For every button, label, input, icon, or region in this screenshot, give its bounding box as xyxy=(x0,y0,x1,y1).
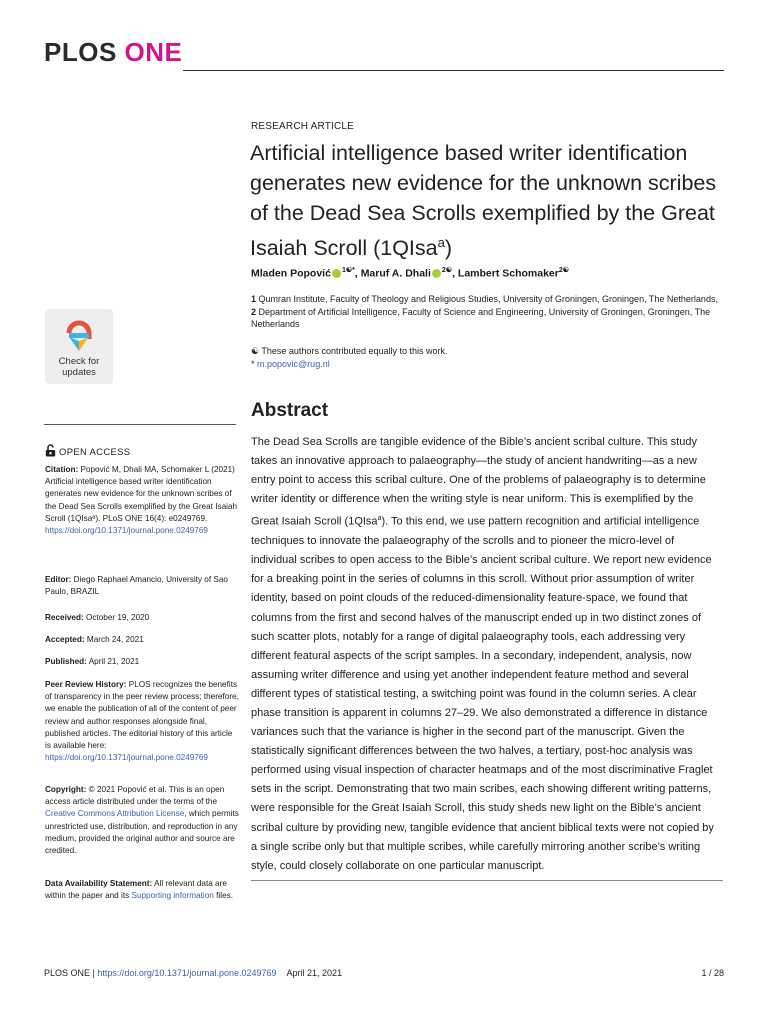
crossmark-label-2: updates xyxy=(62,367,96,378)
author-name: Lambert Schomaker xyxy=(457,267,559,280)
crossmark-label-1: Check for xyxy=(58,356,100,367)
article-title: Artificial intelligence based writer identification generates new evidence for the unknown scribes of the Dead Sea Scrolls exemplified by the Great Isaiah Scroll (1QIsa$^a$) xyxy=(250,141,717,261)
page-number: 1 / 28 xyxy=(701,968,724,978)
equal-contribution-note: ☯ These authors contributed equally to this work. xyxy=(251,346,448,356)
data-availability-block: Data Availability Statement: All relevant data are within the paper and its Supporting information files. xyxy=(45,879,233,901)
header-rule xyxy=(183,70,724,71)
corresponding-email-link[interactable]: m.popovic@rug.nl xyxy=(257,358,330,369)
author-list: Mladen Popović $^{1☯*}$, Maruf A. Dhali $^{2☯}$, Lambert Schomaker$^{2☯}$ xyxy=(251,267,570,280)
abstract-text: The Dead Sea Scrolls are tangible evidence of the Bible’s ancient scribal culture. This study takes an innovative approach to palaeography—the study of ancient handwriting—as a new entry point to access this scribal culture. One of the problems of palaeography is to determine writer identity or difference when the writing style is near uniform. This is exemplified by the Great Isaiah Scroll (1QIsa$^a$). To this end, we use pattern recognition and artificial intelligence techniques to innovate the palaeography of the scrolls and to pioneer the micro-level of individual scribes to open access to the Bible’s ancient scribal culture. We report new evidence for a breaking point in the series of columns in this scroll. Without prior assumption of writer identity, based on point clouds of the reduced-dimensionality feature-space, we found that columns from the first and second halves of the manuscript ended up in two distinct zones of such scatter plots, notably for a range of digital palaeography tools, each addressing very different featural aspects of the script samples. In a secondary, independent, analysis, now assuming writer difference and using yet another independent feature method and several different types of statistical testing, a switching point was found in the column series. A clear phase transition is apparent in columns 27–29. We also demonstrated a difference in distance variances such that the variance is higher in the second part of the manuscript. Given the statistically significant differences between the two halves, a tertiary, post-hoc analysis was performed using visual inspection of character heatmaps and of the most discriminative Fraglet sets in the script. Demonstrating that two main scribes, each showing different writing patterns, were responsible for the Great Isaiah Scroll, this study sheds new light on the Bible’s ancient scribal culture by providing new, tangible evidence that ancient biblical texts were not copied by a single scribe only but that multiple scribes, while carefully mirroring another scribe’s writing style, could closely collaborate on one particular manuscript. xyxy=(251,436,714,872)
received-date: Received: October 19, 2020 xyxy=(45,613,150,622)
published-date: Published: April 21, 2021 xyxy=(45,657,140,666)
journal-logo: PLOS ONE xyxy=(44,37,183,67)
supporting-info-link[interactable]: Supporting information xyxy=(131,891,214,901)
accepted-date: Accepted: March 24, 2021 xyxy=(45,635,144,644)
crossmark-icon xyxy=(65,319,93,352)
abstract-heading: Abstract xyxy=(251,400,329,421)
citation-block: Citation: Popović M, Dhali MA, Schomaker L (2021) Artificial intelligence based writer identification generates new evidence for the unknown scribes of the Dead Sea Scrolls exemplified by the Great Isaiah Scroll (1QIsaª). PLoS ONE 16(4): e0249769. https://doi.org/10.1371/journal.pone.0249769 xyxy=(45,465,238,536)
footer-date: April 21, 2021 xyxy=(286,968,343,978)
peer-review-link[interactable]: https://doi.org/10.1371/journal.pone.0249769 xyxy=(45,753,208,763)
orcid-icon[interactable] xyxy=(432,269,441,278)
footer-doi-link[interactable]: https://doi.org/10.1371/journal.pone.0249769 xyxy=(97,968,277,978)
open-lock-icon xyxy=(45,444,56,457)
page-footer: PLOS ONE | https://doi.org/10.1371/journal.pone.0249769 April 21, 2021 xyxy=(44,968,343,978)
article-type: RESEARCH ARTICLE xyxy=(251,121,355,132)
abstract-rule xyxy=(251,880,723,881)
open-access-label: OPEN ACCESS xyxy=(45,444,130,458)
editor-block: Editor: Diego Raphael Amancio, University of Sao Paulo, BRAZIL xyxy=(45,575,228,597)
copyright-block: Copyright: © 2021 Popović et al. This is an open access article distributed under the terms of the Creative Commons Attribution License, which permits unrestricted use, distribution, and reproduction in any medium, provided the original author and source are credited. xyxy=(45,785,239,856)
peer-review-block: Peer Review History: PLOS recognizes the benefits of transparency in the peer review process; therefore, we enable the publication of all of the content of peer review and author responses alongside final, published articles. The editorial history of this article is available here: https://doi.org/10.1371/journal.pone.0249769 xyxy=(45,680,239,763)
affiliations: 1 Qumran Institute, Faculty of Theology and Religious Studies, University of Groningen, Groningen, The Netherlands, 2 Department of Artificial Intelligence, Faculty of Science and Engineering, University of Groningen, Groningen, The Netherlands xyxy=(251,294,718,329)
author-name: Maruf A. Dhali xyxy=(360,267,431,280)
sidebar-rule xyxy=(44,424,236,425)
orcid-icon[interactable] xyxy=(332,269,341,278)
author-notes: ☯ These authors contributed equally to this work. * m.popovic@rug.nl xyxy=(251,345,721,370)
license-link[interactable]: Creative Commons Attribution License xyxy=(45,809,185,819)
check-for-updates-button[interactable] xyxy=(45,309,113,384)
author-name: Mladen Popović xyxy=(251,267,331,280)
citation-doi-link[interactable]: https://doi.org/10.1371/journal.pone.0249769 xyxy=(45,526,208,536)
